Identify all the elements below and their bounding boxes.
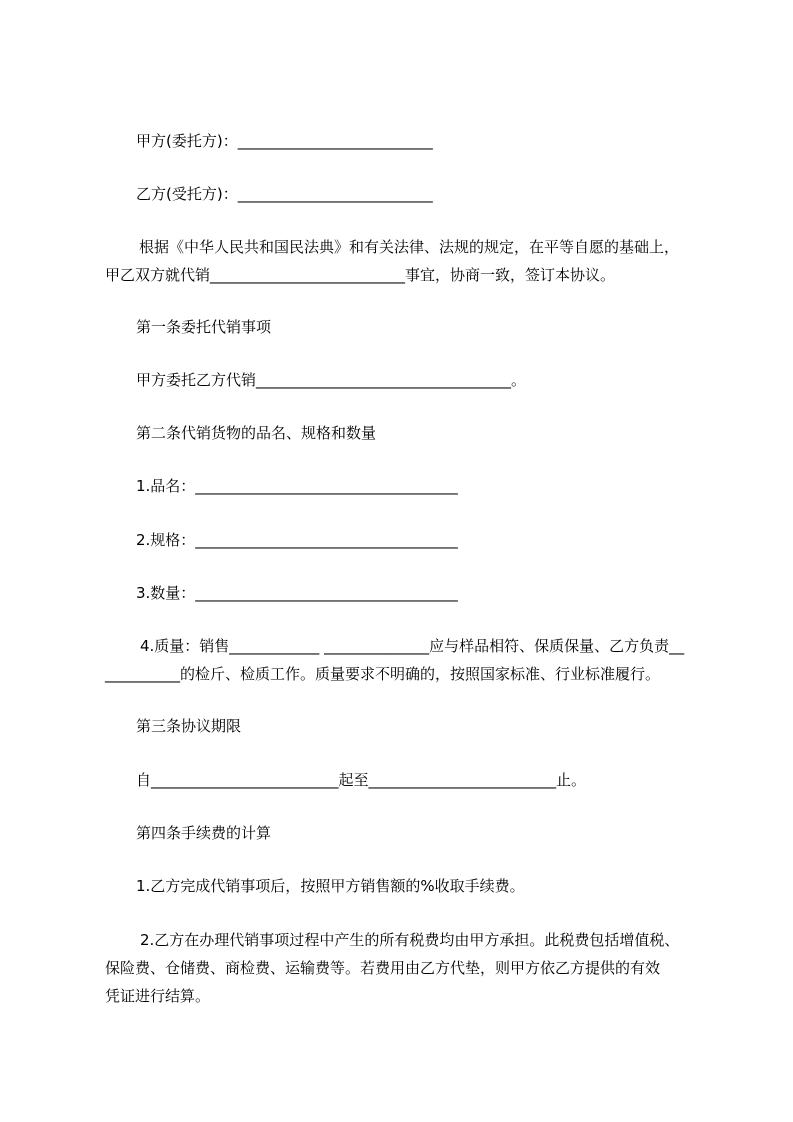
- article-2-item-1: 1.品名：___________________________________: [136, 477, 458, 495]
- article-2-heading: 第二条代销货物的品名、规格和数量: [136, 424, 377, 442]
- article-4-item-2-line-1: 2.乙方在办理代销事项过程中产生的所有税费均由甲方承担。此税费包括增值税、: [140, 931, 680, 949]
- party-b-line: 乙方(受托方)：__________________________: [136, 185, 433, 203]
- intro-line-1: 根据《中华人民共和国民法典》和有关法律、法规的规定，在平等自愿的基础上，: [139, 238, 680, 256]
- article-4-item-2-line-3: 凭证进行结算。: [105, 987, 211, 1005]
- intro-line-2: 甲乙双方就代销__________________________事宜，协商一致，签订本协议。: [105, 266, 616, 284]
- article-2-item-3: 3.数量：___________________________________: [136, 584, 458, 602]
- article-4-item-2-line-2: 保险费、仓储费、商检费、运输费等。若费用由乙方代垫，则甲方依乙方提供的有效: [105, 959, 661, 977]
- article-2-item-4-line-2: __________的检斤、检质工作。质量要求不明确的，按照国家标准、行业标准履行。: [105, 665, 661, 683]
- article-3-heading: 第三条协议期限: [136, 717, 242, 735]
- article-3-body: 自_________________________起至_________________________止。: [136, 771, 587, 789]
- article-4-item-1: 1.乙方完成代销事项后，按照甲方销售额的%收取手续费。: [136, 877, 525, 895]
- article-1-heading: 第一条委托代销事项: [136, 318, 272, 336]
- article-4-heading: 第四条手续费的计算: [136, 824, 272, 842]
- article-2-item-4-line-1: 4.质量：销售____________ ______________应与样品相符、保质保量、乙方负责__: [140, 637, 685, 655]
- article-1-body: 甲方委托乙方代销__________________________________。: [136, 371, 527, 389]
- article-2-item-2: 2.规格：___________________________________: [136, 531, 458, 549]
- party-a-line: 甲方(委托方)：__________________________: [136, 132, 433, 150]
